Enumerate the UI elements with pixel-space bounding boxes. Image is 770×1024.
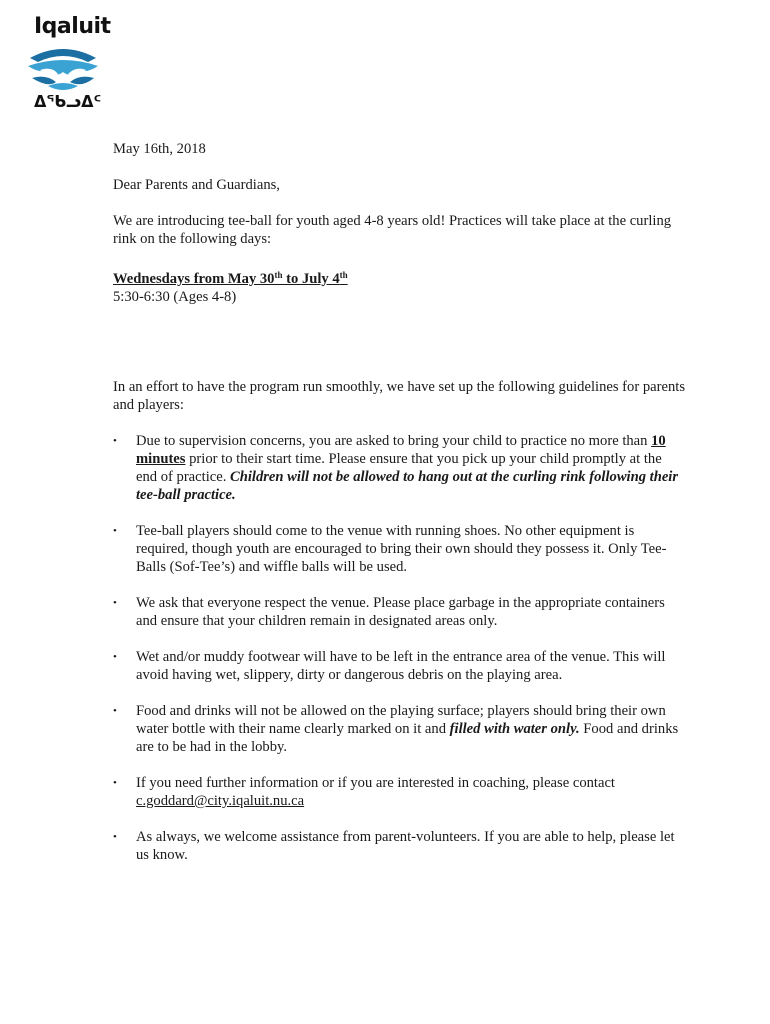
contact-email-link[interactable]: c.goddard@city.iqaluit.nu.ca bbox=[136, 793, 305, 809]
emphasis-water-only: filled with water only. bbox=[449, 721, 580, 737]
bullet-icon: • bbox=[113, 435, 117, 447]
list-item: • Due to supervision concerns, you are asked to bring your child to practice no more than 10 minutes prior to their start time. Please ensure that you pick up your child promptly at the end of practice. Children will not be allowed to hang out at the curling rink following their tee-ball practice. bbox=[113, 433, 679, 503]
guidelines-intro: In an effort to have the program run smoothly, we have set up the following guidelines for parents and players: bbox=[113, 379, 685, 413]
schedule-heading: Wednesdays from May 30th to July 4th bbox=[113, 270, 348, 287]
logo-emblem-icon bbox=[26, 44, 100, 94]
letter-body bbox=[113, 140, 685, 882]
guidelines-list bbox=[113, 432, 685, 864]
bullet-icon: • bbox=[113, 525, 117, 537]
list-item: • Wet and/or muddy footwear will have to be left in the entrance area of the venue. This will avoid having wet, slippery, dirty or dangerous debris on the playing area. bbox=[113, 649, 666, 683]
logo-wordmark: Iqaluit bbox=[34, 14, 111, 39]
intro-paragraph: We are introducing tee-ball for youth aged 4-8 years old! Practices will take place at the curling rink on the following days: bbox=[113, 213, 672, 247]
letter-date: May 16th, 2018 bbox=[113, 141, 206, 157]
list-item: • Tee-ball players should come to the venue with running shoes. No other equipment is required, though youth are encouraged to bring their own should they possess it. Only Tee-Balls (Sof-Tee’s) and wiffle balls will be used. bbox=[113, 523, 667, 575]
bullet-icon: • bbox=[113, 597, 117, 609]
bullet-icon: • bbox=[113, 831, 117, 843]
bullet-icon: • bbox=[113, 705, 117, 717]
bullet-icon: • bbox=[113, 651, 117, 663]
salutation: Dear Parents and Guardians, bbox=[113, 177, 280, 193]
emphasis-no-hangout: Children will not be allowed to hang out at the curling rink following their tee-ball practice. bbox=[136, 469, 679, 503]
list-item: • We ask that everyone respect the venue. Please place garbage in the appropriate containers and ensure that your children remain in designated areas only. bbox=[113, 595, 665, 629]
list-item: • Food and drinks will not be allowed on the playing surface; players should bring their own water bottle with their name clearly marked on it and filled with water only. Food and drinks are to be had in the lobby. bbox=[113, 703, 679, 755]
schedule-time: 5:30-6:30 (Ages 4-8) bbox=[113, 289, 237, 305]
bullet-icon: • bbox=[113, 777, 117, 789]
list-item: • If you need further information or if you are interested in coaching, please contact c.goddard@city.iqaluit.nu.ca bbox=[113, 775, 615, 809]
logo-syllabics: ᐃᖃᓗᐃᑦ bbox=[34, 92, 102, 111]
city-logo bbox=[26, 14, 111, 111]
emphasis-minutes: 10 minutes bbox=[136, 433, 666, 467]
list-item: • As always, we welcome assistance from parent-volunteers. If you are able to help, please let us know. bbox=[113, 829, 675, 863]
